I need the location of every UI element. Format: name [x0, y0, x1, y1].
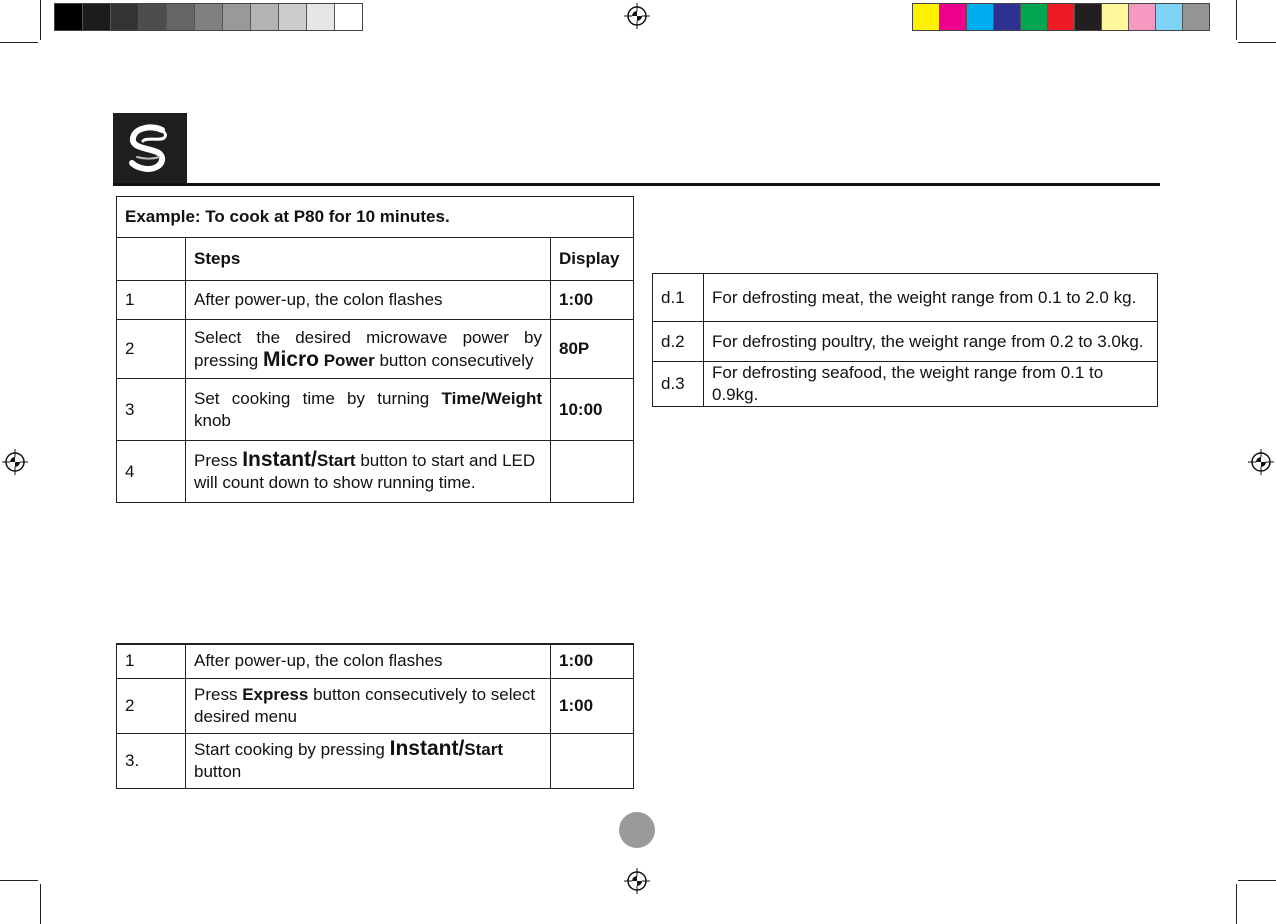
step-text-part: Set cooking time by turning — [194, 388, 442, 408]
color-calibration-bar — [912, 3, 1210, 31]
brand-logo — [113, 113, 187, 183]
header-num — [117, 238, 186, 281]
swan-s-logo-icon — [113, 113, 187, 183]
registration-mark-right-icon — [1248, 449, 1274, 475]
step-text: After power-up, the colon flashes — [186, 644, 551, 678]
grayscale-swatch — [111, 4, 139, 30]
step-text-part: Press — [194, 684, 243, 704]
step-text-part: Start cooking by pressing — [194, 740, 390, 759]
step-number: 1 — [117, 281, 186, 320]
display-value: 80P — [551, 320, 634, 379]
grayscale-swatch — [55, 4, 83, 30]
grayscale-swatch — [83, 4, 111, 30]
color-swatch — [1048, 4, 1075, 30]
color-swatch — [940, 4, 967, 30]
cook-example-table — [116, 196, 634, 503]
page-number-marker — [619, 812, 655, 848]
color-swatch — [1021, 4, 1048, 30]
defrost-code: d.3 — [653, 362, 704, 407]
table-row — [117, 441, 634, 503]
grayscale-swatch — [279, 4, 307, 30]
display-value: 1:00 — [551, 644, 634, 678]
table-row — [653, 362, 1158, 407]
step-text: After power-up, the colon flashes — [186, 281, 551, 320]
header-steps: Steps — [186, 238, 551, 281]
table-row — [653, 274, 1158, 322]
color-swatch — [1075, 4, 1102, 30]
step-text-part: knob — [194, 410, 231, 430]
color-swatch — [1156, 4, 1183, 30]
step-text-part: button to start and LED will count down to show running time. — [194, 451, 536, 492]
header-rule-left — [113, 183, 638, 186]
grayscale-swatch — [251, 4, 279, 30]
color-swatch — [913, 4, 940, 30]
defrost-text: For defrosting seafood, the weight range from 0.1 to 0.9kg. — [704, 362, 1158, 407]
step-text — [186, 441, 551, 503]
display-value: 10:00 — [551, 379, 634, 441]
color-swatch — [1183, 4, 1209, 30]
step-number: 1 — [117, 644, 186, 678]
step-text-part: Select the desired microwave power by pressing — [194, 327, 542, 370]
header-display: Display — [551, 238, 634, 281]
express-cooking-table — [116, 643, 634, 789]
table-row — [117, 320, 634, 379]
button-name-start: Start — [464, 740, 504, 759]
table-row — [117, 678, 634, 733]
step-text-part: button — [194, 762, 242, 781]
color-swatch — [1102, 4, 1129, 30]
step-text — [186, 379, 551, 441]
button-name-instant: Instant/ — [389, 737, 465, 760]
display-value: 1:00 — [551, 281, 634, 320]
step-text — [186, 678, 551, 733]
table-row — [117, 733, 634, 788]
step-number: 3. — [117, 733, 186, 788]
color-swatch — [967, 4, 994, 30]
defrost-code: d.1 — [653, 274, 704, 322]
grayscale-swatch — [195, 4, 223, 30]
grayscale-swatch — [167, 4, 195, 30]
color-swatch — [994, 4, 1021, 30]
step-number: 2 — [117, 320, 186, 379]
registration-mark-bottom-icon — [624, 868, 650, 894]
display-value: 1:00 — [551, 678, 634, 733]
button-name-express: Express — [242, 684, 309, 704]
display-value — [551, 733, 634, 788]
defrost-table — [652, 273, 1158, 407]
grayscale-swatch — [335, 4, 362, 30]
defrost-text: For defrosting meat, the weight range from 0.1 to 2.0 kg. — [704, 274, 1158, 322]
step-text — [186, 320, 551, 379]
registration-mark-top-icon — [624, 3, 650, 29]
grayscale-calibration-bar — [54, 3, 363, 31]
button-name-power: Power — [319, 350, 375, 370]
step-number: 4 — [117, 441, 186, 503]
registration-mark-left-icon — [2, 449, 28, 475]
button-name-micro: Micro — [262, 347, 319, 371]
step-text — [186, 733, 551, 788]
button-name-instant: Instant/ — [242, 448, 317, 471]
table-row — [117, 379, 634, 441]
step-number: 2 — [117, 678, 186, 733]
step-text-part: Press — [194, 451, 243, 470]
table-row — [653, 322, 1158, 362]
step-text-part: button consecutively — [374, 350, 534, 370]
table-row — [117, 281, 634, 320]
defrost-text: For defrosting poultry, the weight range from 0.2 to 3.0kg. — [704, 322, 1158, 362]
grayscale-swatch — [307, 4, 335, 30]
table-caption: Example: To cook at P80 for 10 minutes. — [117, 197, 634, 238]
step-number: 3 — [117, 379, 186, 441]
knob-name-time-weight: Time/Weight — [441, 388, 542, 408]
display-value — [551, 441, 634, 503]
defrost-code: d.2 — [653, 322, 704, 362]
grayscale-swatch — [223, 4, 251, 30]
color-swatch — [1129, 4, 1156, 30]
step-text-part: button consecutively to select desired menu — [194, 684, 536, 726]
grayscale-swatch — [139, 4, 167, 30]
button-name-start: Start — [316, 451, 356, 470]
table-row — [117, 644, 634, 678]
